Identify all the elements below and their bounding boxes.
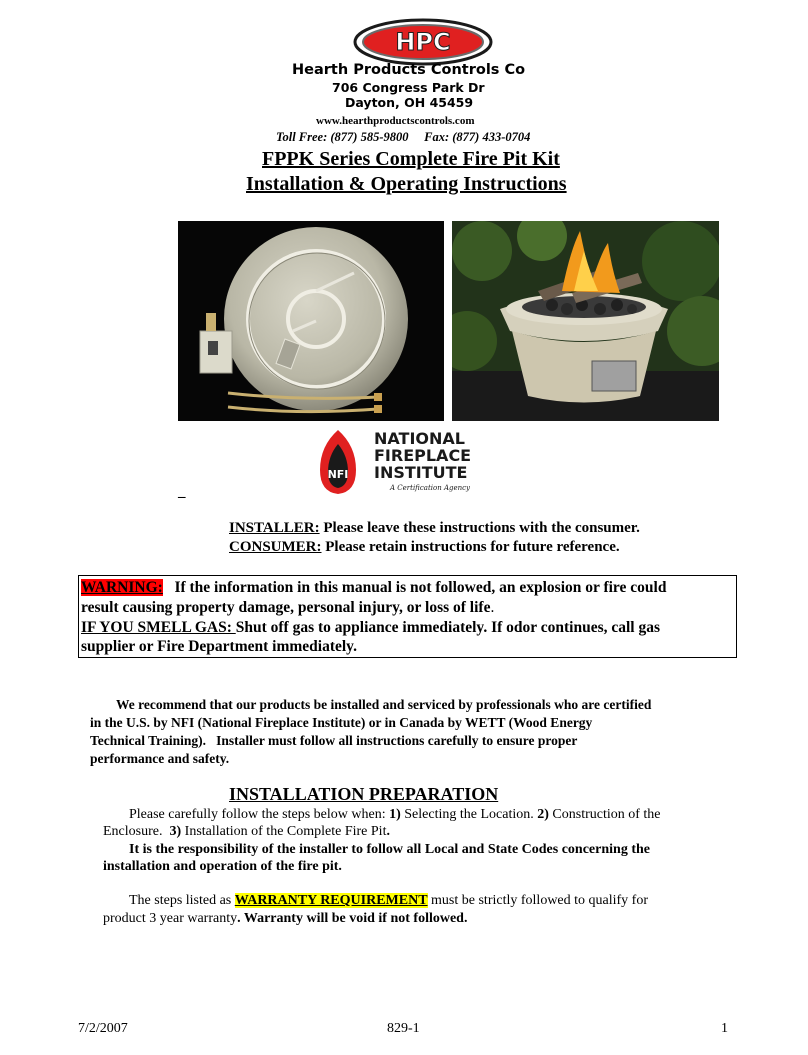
nfi-line3: INSTITUTE [374,463,468,482]
step3-end: . [386,824,390,839]
warranty-text: must be strictly followed to qualify for [427,893,649,908]
nfi-line2: FIREPLACE [374,446,472,465]
consumer-text: Please retain instructions for future reference. [321,539,620,555]
footer-page-number: 1 [721,1021,728,1036]
gas-label: IF YOU SMELL GAS: [81,619,236,636]
company-city: Dayton, OH 45459 [345,95,474,110]
nfi-logo [316,426,498,498]
steps-line-1 [129,807,661,823]
installer-note [229,520,640,537]
nfi-tagline: A Certification Agency [390,484,471,492]
step3-text: Installation of the Complete Fire Pit [181,824,387,839]
burner-kit-photo [178,221,444,421]
warning-line2-text: result causing property damage, personal injury, or loss of life [81,599,491,616]
doc-subtitle: Installation & Operating Instructions [246,173,567,195]
steps-line-2 [103,824,390,840]
step1-text: Selecting the Location. [400,807,538,822]
footer-doc-number: 829-1 [387,1021,420,1036]
warranty-void-note: . Warranty will be void if not followed. [237,911,468,926]
codes-line-1: It is the responsibility of the installer to follow all Local and State Codes concerning the [129,842,650,857]
step3-number: 3) [169,824,182,839]
footer-date: 7/2/2007 [78,1021,128,1036]
step2-number: 2) [537,807,549,822]
warning-line-1 [81,579,666,597]
warranty-intro: The steps listed as [129,893,235,908]
recommendation-line-1: We recommend that our products be installed and serviced by professionals who are certified [116,697,652,712]
steps-intro: Please carefully follow the steps below when: [129,807,390,822]
section-heading: INSTALLATION PREPARATION [229,784,499,804]
step2-text-cont: Enclosure. [103,824,170,839]
company-street: 706 Congress Park Dr [332,80,485,95]
warranty-line-2 [103,911,467,927]
doc-title: FPPK Series Complete Fire Pit Kit [262,148,560,170]
warning-line-3 [81,619,660,637]
installer-label: INSTALLER: [229,520,320,536]
recommendation-line-3: Technical Training). Installer must follow all instructions carefully to ensure proper [90,733,578,748]
toll-free: Toll Free: (877) 585-9800 [276,130,409,144]
website-link[interactable]: www.hearthproductscontrols.com [316,115,475,127]
step2-text: Construction of the [548,807,661,822]
warning-line3-text: Shut off gas to appliance immediately. If odor continues, call gas [235,619,661,636]
warranty-term: product 3 year warranty [103,911,238,926]
consumer-note [229,539,620,556]
contact-phones [276,130,530,145]
recommendation-line-2: in the U.S. by NFI (National Fireplace Institute) or in Canada by WETT (Wood Energy [90,715,593,730]
nfi-line1: NATIONAL [374,429,465,448]
dash-mark: – [178,489,186,505]
consumer-label: CONSUMER: [229,539,322,555]
step1-number: 1) [389,807,401,822]
company-name: Hearth Products Controls Co [292,62,526,78]
hpc-logo [353,17,493,67]
warning-line-4: supplier or Fire Department immediately. [81,638,357,655]
warning-label: WARNING: [81,579,163,596]
warning-line1-text: If the information in this manual is not followed, an explosion or fire could [162,579,667,596]
nfi-badge-text: NFI [327,468,349,481]
fire-pit-photo [452,221,719,421]
warning-box [78,575,737,658]
codes-line-2: installation and operation of the fire pit. [103,859,342,874]
warning-line-2 [81,599,494,617]
hpc-logo-text: HPC [395,28,451,56]
warranty-requirement-highlight: WARRANTY REQUIREMENT [234,893,428,908]
warranty-line-1 [129,893,648,909]
recommendation-line-4: performance and safety. [90,751,230,766]
installer-text: Please leave these instructions with the consumer. [319,520,640,536]
fax: Fax: (877) 433-0704 [424,130,531,144]
warning-line2-end: . [490,599,495,616]
